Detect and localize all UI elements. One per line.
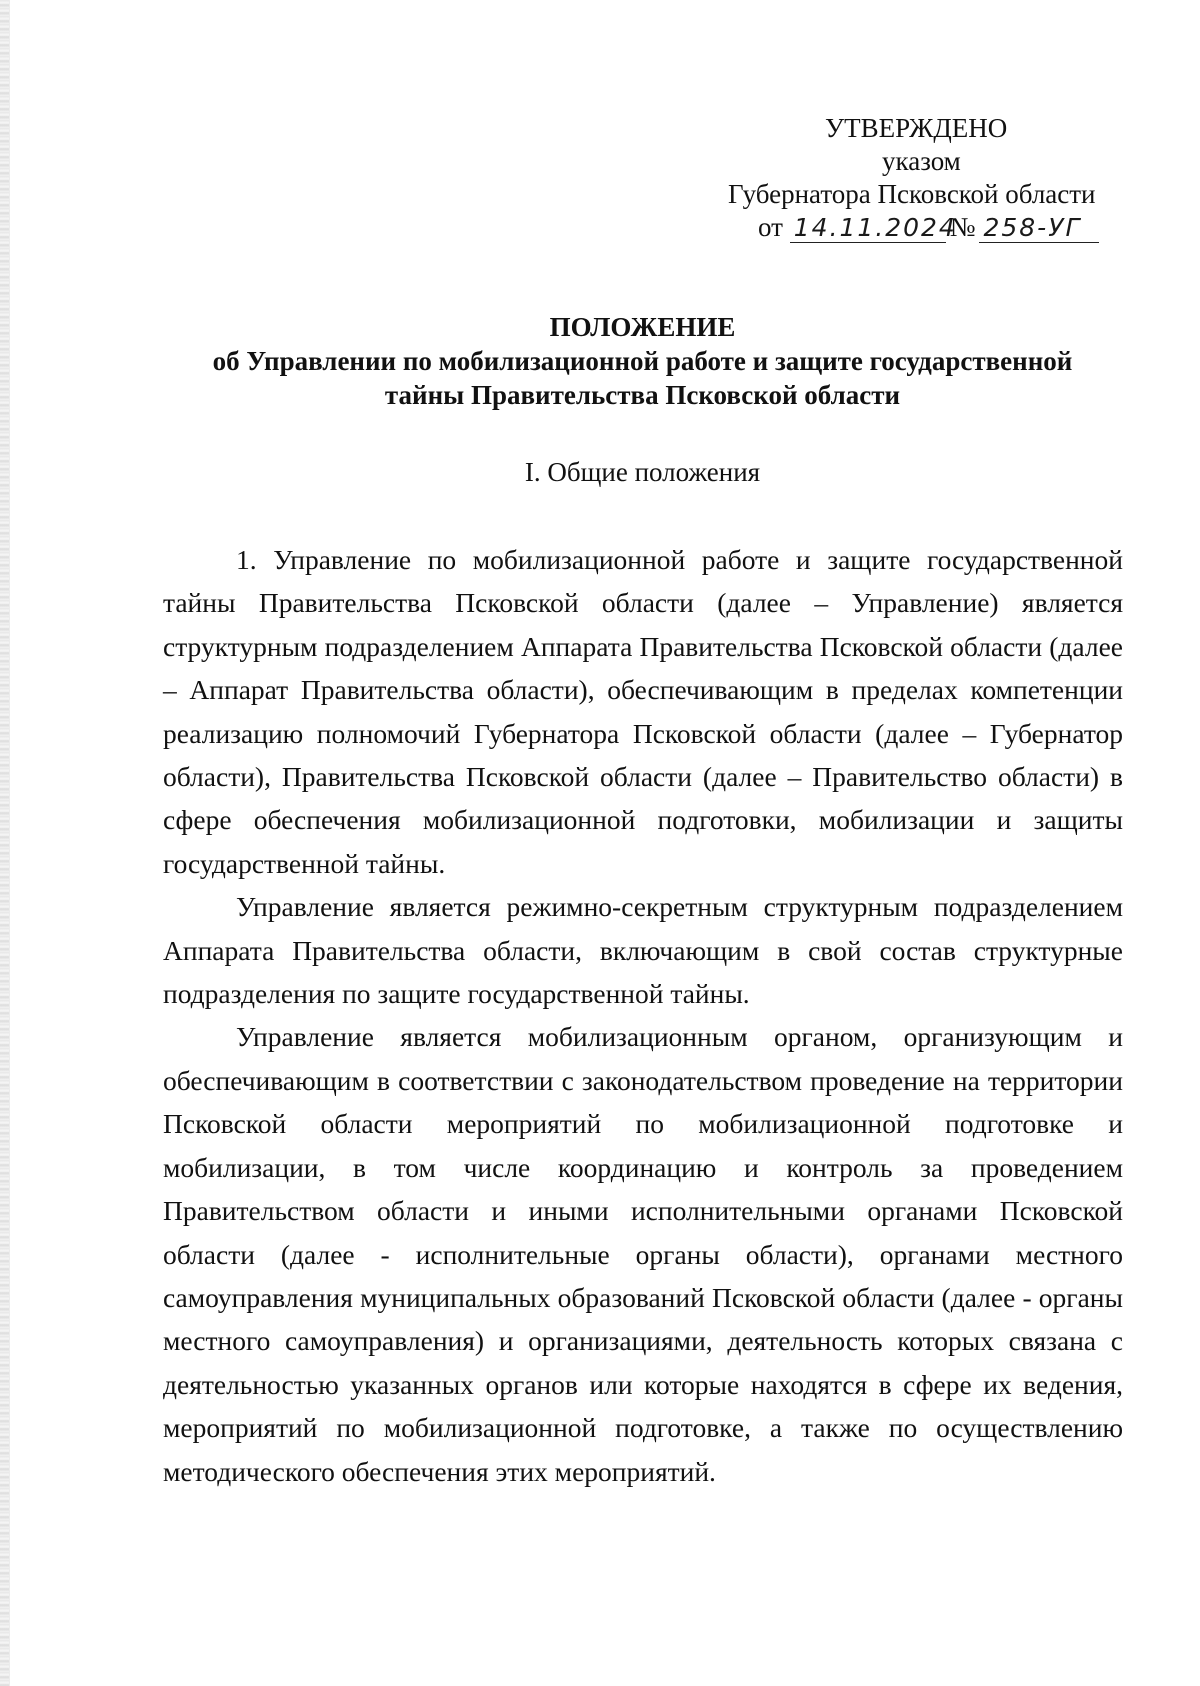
title-line-3: тайны Правительства Псковской области bbox=[384, 380, 901, 410]
approval-stamp bbox=[700, 112, 1130, 244]
document-title bbox=[150, 310, 1135, 412]
handwritten-date: 14.11.2024 bbox=[790, 214, 946, 243]
from-label: от bbox=[758, 212, 783, 242]
scan-edge-shadow bbox=[0, 0, 10, 1686]
approval-date-number-line bbox=[700, 211, 1130, 244]
approval-by-decree: указом bbox=[882, 146, 961, 176]
approval-heading: УТВЕРЖДЕНО bbox=[825, 113, 1008, 143]
handwritten-number: 258-УГ bbox=[979, 214, 1099, 243]
paragraph-3: Управление является мобилизационным органом, организующим и обеспечивающим в соответствии с законодательством проведение на территории Псковской области мероприятий по мобилизационной подготовке и мобилизации, в том числе координацию и контроль за проведением Правительством области и иными исполнительными органами Псковской области (далее - исполнительные органы области), органами местного самоуправления муниципальных образований Псковской области (далее - органы местного самоуправления) и организациями, деятельность которых связана с деятельностью указанных органов или которые находятся в сфере их ведения, мероприятий по мобилизационной подготовке, а также по осуществлению методического обеспечения этих мероприятий. bbox=[163, 1021, 1123, 1487]
title-line-2: об Управлении по мобилизационной работе и защите государственной bbox=[212, 346, 1073, 376]
title-line-1: ПОЛОЖЕНИЕ bbox=[549, 312, 736, 342]
document-body bbox=[163, 538, 1123, 1493]
paragraph-1: 1. Управление по мобилизационной работе и защите государственной тайны Правительства Псковской области (далее – Управление) является структурным подразделением Аппарата Правительства Псковской области (далее – Аппарат Правительства области), обеспечивающим в пределах компетенции реализацию полномочий Губернатора Псковской области (далее – Губернатор области), Правительства Псковской области (далее – Правительство области) в сфере обеспечения мобилизационной подготовки, мобилизации и защиты государственной тайны. bbox=[163, 544, 1123, 879]
section-heading: I. Общие положения bbox=[524, 457, 761, 487]
paragraph-2: Управление является режимно-секретным структурным подразделением Аппарата Правительства области, включающим в свой состав структурные подразделения по защите государственной тайны. bbox=[163, 891, 1123, 1010]
number-sign: № bbox=[949, 212, 976, 242]
approval-authority: Губернатора Псковской области bbox=[728, 179, 1096, 209]
